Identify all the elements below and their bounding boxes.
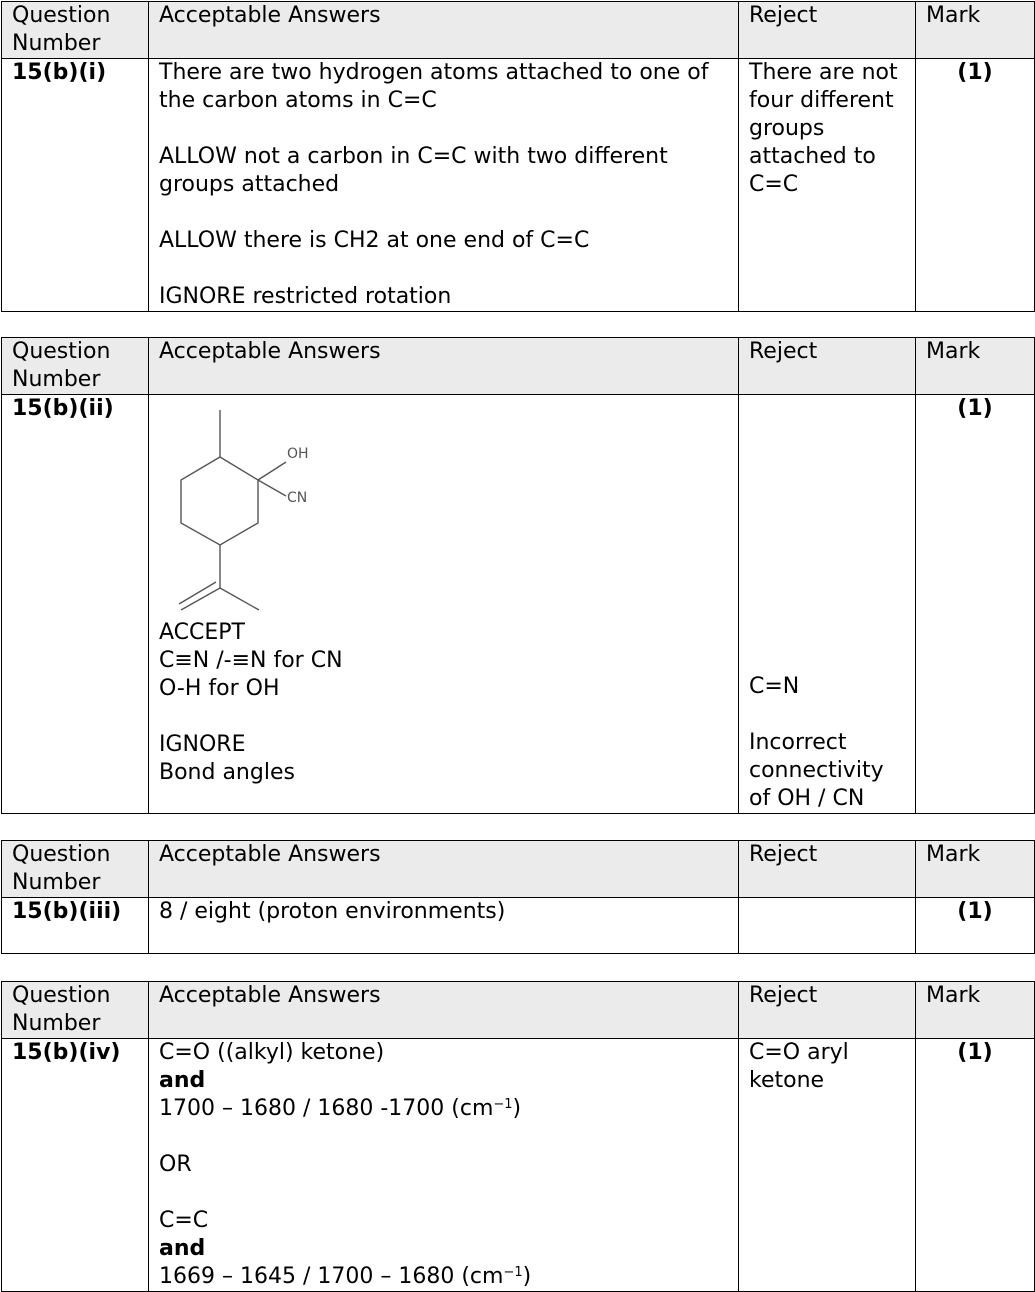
question-number: 15(b)(i): [2, 59, 149, 312]
acceptable-answers-cell: [149, 59, 739, 312]
mark-cell: [916, 898, 1035, 954]
header-row: [2, 338, 1035, 395]
mark-cell: [916, 395, 1035, 814]
answer-row: [2, 898, 1035, 954]
reject-cell: [739, 395, 916, 814]
cn-label: CN: [287, 490, 308, 506]
header-question-number: Question Number: [2, 841, 149, 898]
mark-value: (1): [957, 899, 993, 924]
header-reject: Reject: [739, 841, 916, 898]
answer-line: IGNORE restricted rotation: [159, 284, 452, 309]
answer-line: IGNORE: [159, 732, 246, 757]
header-mark: Mark: [916, 841, 1035, 898]
answer-line: ALLOW not a carbon in C=C with two different groups attached: [159, 144, 668, 197]
and-connector: and: [159, 1236, 206, 1261]
header-reject: Reject: [739, 2, 916, 59]
skeletal-structure-diagram: [173, 405, 333, 615]
header-acceptable-answers: Acceptable Answers: [149, 841, 739, 898]
oh-bond: [258, 462, 286, 480]
reject-line: C=N: [749, 674, 800, 699]
mark-cell: [916, 1039, 1035, 1292]
answer-line: There are two hydrogen atoms attached to one of the carbon atoms in C=C: [159, 60, 709, 113]
acceptable-answers-cell: [149, 898, 739, 954]
header-reject: Reject: [739, 338, 916, 395]
reject-line: Incorrect connectivity of OH / CN: [749, 730, 884, 811]
answer-row: [2, 1039, 1035, 1292]
header-question-number: Question Number: [2, 338, 149, 395]
reject-cell: [739, 898, 916, 954]
question-number: 15(b)(iii): [2, 898, 149, 954]
reject-cell: There are not four different groups attached to C=C: [739, 59, 916, 312]
header-acceptable-answers: Acceptable Answers: [149, 338, 739, 395]
answer-line: C=O ((alkyl) ketone): [159, 1040, 385, 1065]
mark-value: (1): [957, 1040, 993, 1065]
and-connector: and: [159, 1068, 206, 1093]
mark-cell: [916, 59, 1035, 312]
answer-row: [2, 59, 1035, 312]
answer-line: [159, 1235, 728, 1263]
answer-row: [2, 395, 1035, 814]
close-paren: ): [522, 1264, 532, 1289]
header-question-number: Question Number: [2, 2, 149, 59]
answer-line: [159, 1263, 728, 1291]
header-reject: Reject: [739, 982, 916, 1039]
header-acceptable-answers: Acceptable Answers: [149, 982, 739, 1039]
answer-line: 8 / eight (proton environments): [159, 899, 506, 924]
answer-line: OR: [159, 1152, 192, 1177]
mark-scheme-table-4: [1, 981, 1035, 1292]
header-mark: Mark: [916, 338, 1035, 395]
reject-cell: C=O aryl ketone: [739, 1039, 916, 1292]
header-row: [2, 982, 1035, 1039]
header-mark: Mark: [916, 982, 1035, 1039]
methyl-branch-bond: [220, 588, 259, 610]
question-number: 15(b)(ii): [2, 395, 149, 814]
wavenumber-range: 1700 – 1680 / 1680 -1700 (cm: [159, 1096, 494, 1121]
answer-line: C≡N /-≡N for CN: [159, 648, 343, 673]
mark-scheme-table-3: [1, 840, 1035, 954]
unit-exponent: −1: [503, 1265, 523, 1280]
answer-line: ACCEPT: [159, 620, 245, 645]
answer-line: Bond angles: [159, 760, 295, 785]
wavenumber-range: 1669 – 1645 / 1700 – 1680 (cm: [159, 1264, 504, 1289]
answer-line: C=C: [159, 1208, 209, 1233]
unit-exponent: −1: [493, 1097, 513, 1112]
header-row: [2, 841, 1035, 898]
acceptable-answers-cell: [149, 1039, 739, 1292]
acceptable-answers-cell: [149, 395, 739, 814]
header-row: [2, 2, 1035, 59]
mark-scheme-table-2: [1, 337, 1035, 814]
answer-line: O-H for OH: [159, 676, 280, 701]
header-mark: Mark: [916, 2, 1035, 59]
header-question-number: Question Number: [2, 982, 149, 1039]
close-paren: ): [512, 1096, 522, 1121]
answer-line: ALLOW there is CH2 at one end of C=C: [159, 228, 590, 253]
cn-bond: [258, 480, 286, 496]
oh-label: OH: [287, 446, 309, 462]
answer-line: [159, 1095, 728, 1123]
answer-line: [159, 1067, 728, 1095]
question-number: 15(b)(iv): [2, 1039, 149, 1292]
mark-value: (1): [957, 396, 993, 421]
mark-scheme-table-1: [1, 1, 1035, 312]
cyclohexane-ring: [181, 457, 258, 545]
header-acceptable-answers: Acceptable Answers: [149, 2, 739, 59]
mark-value: (1): [957, 60, 993, 85]
